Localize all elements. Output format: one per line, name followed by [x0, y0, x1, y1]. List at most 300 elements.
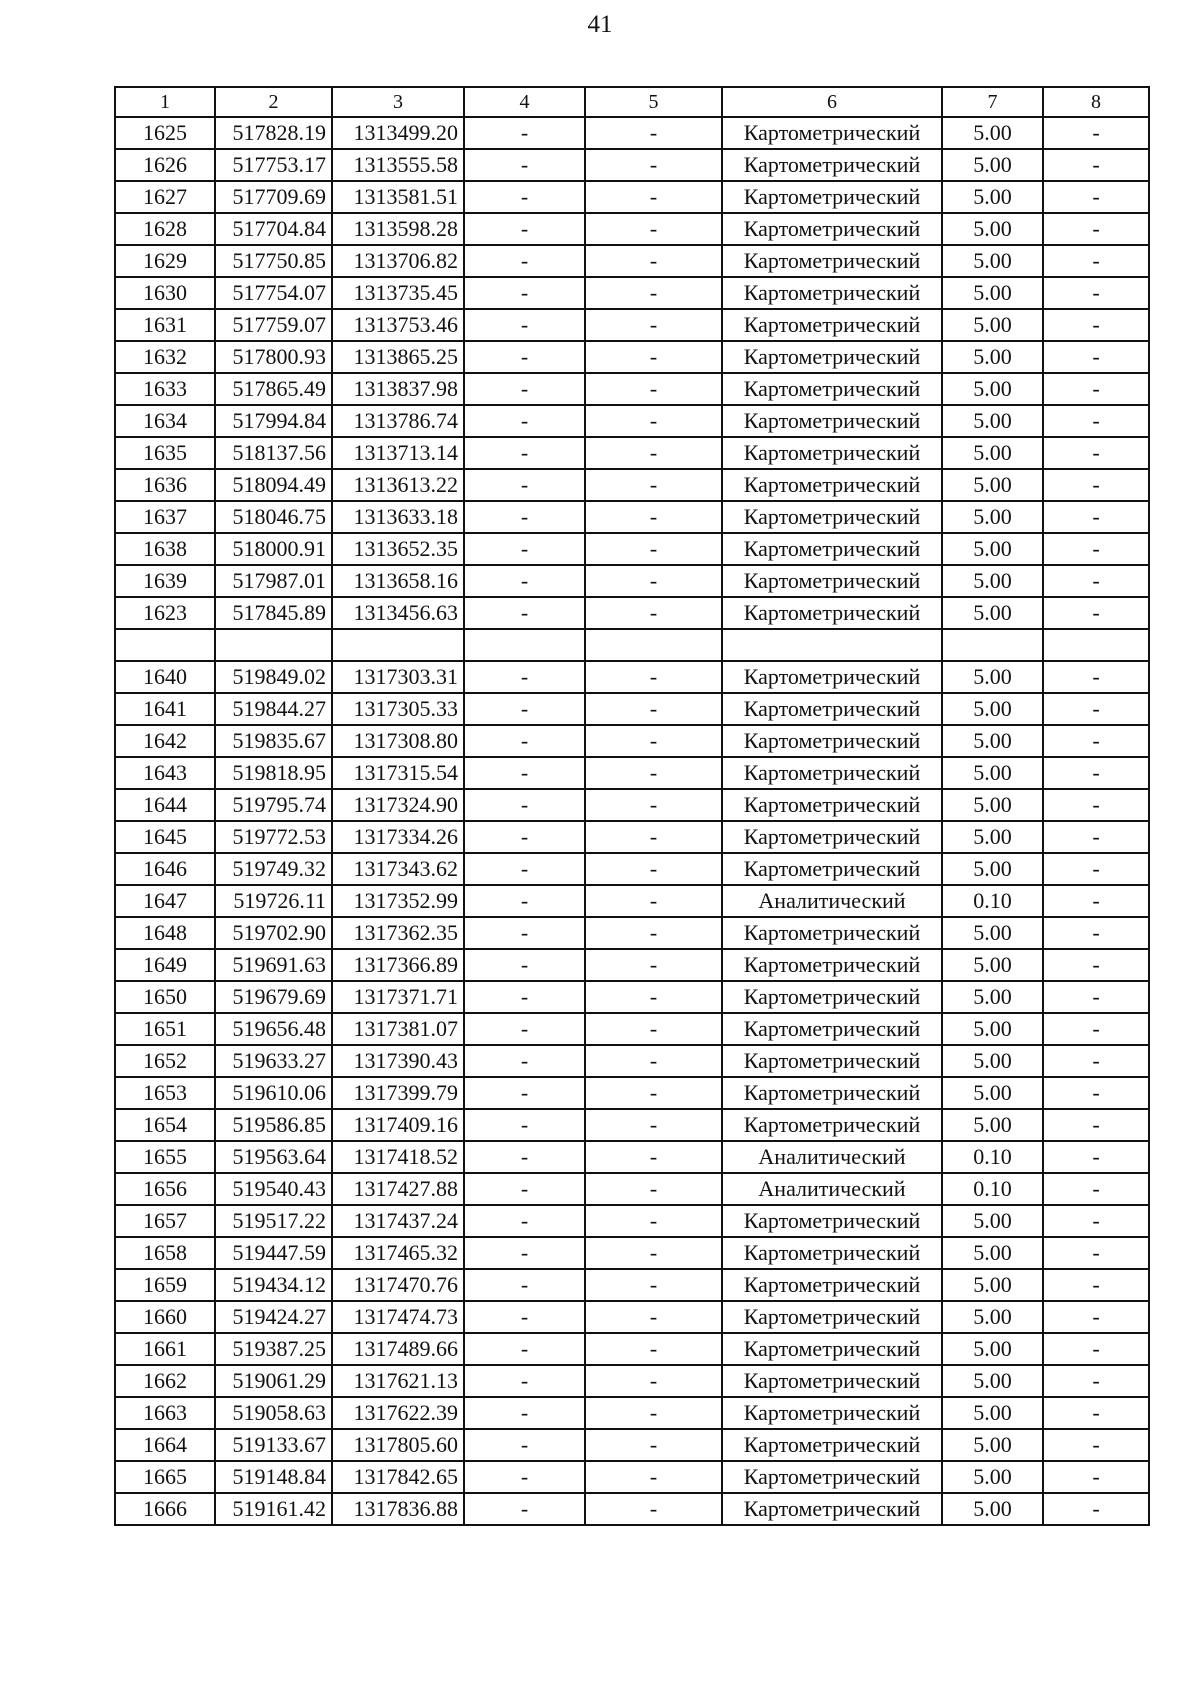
table-row	[115, 725, 1149, 757]
cell-col-8: -	[1043, 1173, 1149, 1205]
cell-col-8: -	[1043, 533, 1149, 565]
table-row	[115, 1397, 1149, 1429]
column-header-3: 3	[332, 87, 464, 117]
cell-coord-y: 1317315.54	[332, 757, 464, 789]
cell-col-4: -	[464, 661, 585, 693]
column-header-8: 8	[1043, 87, 1149, 117]
cell-col-5: -	[585, 981, 722, 1013]
cell-accuracy: 5.00	[942, 437, 1043, 469]
cell-accuracy: 5.00	[942, 565, 1043, 597]
cell-col-8: -	[1043, 1013, 1149, 1045]
cell-point-number: 1633	[115, 373, 215, 405]
cell-method: Картометрический	[722, 117, 942, 149]
cell-coord-y: 1317489.66	[332, 1333, 464, 1365]
table-row	[115, 821, 1149, 853]
cell-accuracy: 5.00	[942, 469, 1043, 501]
cell-accuracy: 5.00	[942, 757, 1043, 789]
cell-method: Картометрический	[722, 437, 942, 469]
cell-method: Картометрический	[722, 181, 942, 213]
cell-coord-y: 1317352.99	[332, 885, 464, 917]
cell-col-4: -	[464, 1365, 585, 1397]
table-row	[115, 469, 1149, 501]
cell-coord-x: 519656.48	[215, 1013, 332, 1045]
table-body	[115, 117, 1149, 1525]
cell-coord-x: 519610.06	[215, 1077, 332, 1109]
cell-col-8: -	[1043, 661, 1149, 693]
cell-coord-x: 517709.69	[215, 181, 332, 213]
cell-col-4: -	[464, 1397, 585, 1429]
cell-point-number: 1664	[115, 1429, 215, 1461]
cell-accuracy: 5.00	[942, 1397, 1043, 1429]
cell-method: Картометрический	[722, 1333, 942, 1365]
cell-method: Картометрический	[722, 533, 942, 565]
cell-col-5: -	[585, 405, 722, 437]
cell-coord-x: 518000.91	[215, 533, 332, 565]
cell-col-8: -	[1043, 1301, 1149, 1333]
table-row	[115, 981, 1149, 1013]
cell-accuracy: 5.00	[942, 1365, 1043, 1397]
cell-accuracy: 5.00	[942, 277, 1043, 309]
table-row	[115, 373, 1149, 405]
cell-point-number: 1634	[115, 405, 215, 437]
cell-point-number: 1632	[115, 341, 215, 373]
cell-accuracy: 5.00	[942, 373, 1043, 405]
cell-method: Картометрический	[722, 309, 942, 341]
cell-col-4: -	[464, 1429, 585, 1461]
cell-accuracy: 0.10	[942, 885, 1043, 917]
cell-point-number: 1650	[115, 981, 215, 1013]
cell-col-8: -	[1043, 917, 1149, 949]
cell-point-number: 1631	[115, 309, 215, 341]
table-row	[115, 917, 1149, 949]
cell-col-5: -	[585, 277, 722, 309]
table-row	[115, 789, 1149, 821]
cell-accuracy: 5.00	[942, 821, 1043, 853]
cell-col-5: -	[585, 885, 722, 917]
table-row	[115, 277, 1149, 309]
cell-point-number: 1645	[115, 821, 215, 853]
cell-coord-y: 1317305.33	[332, 693, 464, 725]
cell-col-5: -	[585, 501, 722, 533]
cell-point-number: 1663	[115, 1397, 215, 1429]
cell-col-4: -	[464, 181, 585, 213]
cell-coord-x: 519387.25	[215, 1333, 332, 1365]
cell-point-number: 1629	[115, 245, 215, 277]
cell-coord-x: 519061.29	[215, 1365, 332, 1397]
cell-col-4: -	[464, 1077, 585, 1109]
cell-coord-y: 1313735.45	[332, 277, 464, 309]
table-row	[115, 1077, 1149, 1109]
cell-method: Картометрический	[722, 1493, 942, 1525]
cell-coord-y: 1317399.79	[332, 1077, 464, 1109]
cell-col-8: -	[1043, 1077, 1149, 1109]
cell-col-5: -	[585, 1077, 722, 1109]
cell-method: Аналитический	[722, 1173, 942, 1205]
cell-col-5: -	[585, 1045, 722, 1077]
cell-coord-y: 1313456.63	[332, 597, 464, 629]
cell-col-4: -	[464, 469, 585, 501]
coordinates-table	[114, 86, 1150, 1526]
column-header-6: 6	[722, 87, 942, 117]
cell-col-4: -	[464, 213, 585, 245]
cell-method: Картометрический	[722, 949, 942, 981]
cell-coord-x: 519795.74	[215, 789, 332, 821]
cell-coord-y: 1317621.13	[332, 1365, 464, 1397]
cell-coord-y: 1317622.39	[332, 1397, 464, 1429]
cell-col-5: -	[585, 341, 722, 373]
cell-method: Картометрический	[722, 501, 942, 533]
cell-col-8: -	[1043, 757, 1149, 789]
cell-accuracy: 5.00	[942, 1301, 1043, 1333]
cell-point-number: 1623	[115, 597, 215, 629]
cell-method: Картометрический	[722, 597, 942, 629]
cell-coord-x: 519133.67	[215, 1429, 332, 1461]
column-header-1: 1	[115, 87, 215, 117]
cell-col-8: -	[1043, 1269, 1149, 1301]
cell-accuracy: 5.00	[942, 917, 1043, 949]
cell-coord-y: 1317409.16	[332, 1109, 464, 1141]
cell-coord-y: 1317390.43	[332, 1045, 464, 1077]
cell-col-8	[1043, 629, 1149, 661]
cell-coord-y: 1313865.25	[332, 341, 464, 373]
cell-col-4: -	[464, 1045, 585, 1077]
cell-col-4: -	[464, 1333, 585, 1365]
cell-method: Картометрический	[722, 149, 942, 181]
cell-col-5: -	[585, 1013, 722, 1045]
cell-col-4: -	[464, 949, 585, 981]
cell-coord-y: 1313786.74	[332, 405, 464, 437]
table-row	[115, 533, 1149, 565]
cell-col-5: -	[585, 181, 722, 213]
cell-method: Картометрический	[722, 661, 942, 693]
cell-col-8: -	[1043, 565, 1149, 597]
cell-col-4: -	[464, 117, 585, 149]
cell-accuracy: 5.00	[942, 1333, 1043, 1365]
cell-point-number: 1641	[115, 693, 215, 725]
cell-col-4: -	[464, 1301, 585, 1333]
cell-coord-y: 1313837.98	[332, 373, 464, 405]
cell-col-4: -	[464, 437, 585, 469]
cell-col-8: -	[1043, 437, 1149, 469]
table-row	[115, 1141, 1149, 1173]
cell-accuracy: 5.00	[942, 1109, 1043, 1141]
cell-coord-x: 519849.02	[215, 661, 332, 693]
cell-accuracy: 0.10	[942, 1141, 1043, 1173]
cell-accuracy: 5.00	[942, 981, 1043, 1013]
table-row	[115, 1301, 1149, 1333]
cell-col-4: -	[464, 533, 585, 565]
cell-point-number: 1642	[115, 725, 215, 757]
cell-accuracy: 5.00	[942, 405, 1043, 437]
cell-coord-x: 519835.67	[215, 725, 332, 757]
cell-accuracy: 5.00	[942, 1013, 1043, 1045]
cell-method: Картометрический	[722, 1045, 942, 1077]
cell-coord-y: 1313652.35	[332, 533, 464, 565]
cell-point-number: 1644	[115, 789, 215, 821]
cell-col-8: -	[1043, 405, 1149, 437]
cell-col-4: -	[464, 341, 585, 373]
cell-method: Картометрический	[722, 1429, 942, 1461]
cell-col-8: -	[1043, 1461, 1149, 1493]
cell-accuracy: 5.00	[942, 725, 1043, 757]
column-header-2: 2	[215, 87, 332, 117]
cell-point-number: 1628	[115, 213, 215, 245]
table-row	[115, 629, 1149, 661]
cell-coord-x: 519749.32	[215, 853, 332, 885]
cell-col-8: -	[1043, 1109, 1149, 1141]
cell-point-number: 1625	[115, 117, 215, 149]
cell-point-number: 1653	[115, 1077, 215, 1109]
cell-coord-x: 518046.75	[215, 501, 332, 533]
cell-coord-x: 519633.27	[215, 1045, 332, 1077]
cell-col-8: -	[1043, 1493, 1149, 1525]
cell-col-4: -	[464, 565, 585, 597]
cell-point-number: 1662	[115, 1365, 215, 1397]
cell-accuracy: 5.00	[942, 533, 1043, 565]
cell-col-5: -	[585, 917, 722, 949]
cell-coord-y	[332, 629, 464, 661]
cell-col-8: -	[1043, 853, 1149, 885]
cell-coord-x: 517759.07	[215, 309, 332, 341]
cell-method: Картометрический	[722, 469, 942, 501]
cell-method: Аналитический	[722, 1141, 942, 1173]
cell-col-4: -	[464, 373, 585, 405]
cell-accuracy: 5.00	[942, 1493, 1043, 1525]
table-row	[115, 1429, 1149, 1461]
cell-col-5: -	[585, 469, 722, 501]
cell-method: Картометрический	[722, 1237, 942, 1269]
cell-method: Картометрический	[722, 1205, 942, 1237]
cell-coord-x: 518094.49	[215, 469, 332, 501]
cell-coord-y: 1313581.51	[332, 181, 464, 213]
cell-coord-y: 1317366.89	[332, 949, 464, 981]
cell-col-4: -	[464, 917, 585, 949]
cell-coord-x: 519772.53	[215, 821, 332, 853]
table-row	[115, 565, 1149, 597]
cell-method: Картометрический	[722, 213, 942, 245]
cell-accuracy	[942, 629, 1043, 661]
column-header-5: 5	[585, 87, 722, 117]
cell-coord-x: 519058.63	[215, 1397, 332, 1429]
cell-col-8: -	[1043, 1365, 1149, 1397]
cell-coord-x: 519148.84	[215, 1461, 332, 1493]
cell-coord-y: 1317836.88	[332, 1493, 464, 1525]
cell-method: Картометрический	[722, 373, 942, 405]
table-row	[115, 501, 1149, 533]
cell-accuracy: 5.00	[942, 213, 1043, 245]
cell-col-8: -	[1043, 373, 1149, 405]
cell-accuracy: 5.00	[942, 853, 1043, 885]
column-header-7: 7	[942, 87, 1043, 117]
cell-point-number: 1649	[115, 949, 215, 981]
cell-col-4: -	[464, 1109, 585, 1141]
cell-method: Картометрический	[722, 789, 942, 821]
table-row	[115, 1461, 1149, 1493]
cell-coord-x	[215, 629, 332, 661]
cell-coord-y: 1313706.82	[332, 245, 464, 277]
table-row	[115, 181, 1149, 213]
table-row	[115, 1173, 1149, 1205]
cell-col-4	[464, 629, 585, 661]
cell-coord-x: 519702.90	[215, 917, 332, 949]
cell-col-5: -	[585, 1269, 722, 1301]
cell-method: Картометрический	[722, 693, 942, 725]
cell-point-number: 1638	[115, 533, 215, 565]
cell-method: Картометрический	[722, 821, 942, 853]
cell-coord-x: 517800.93	[215, 341, 332, 373]
cell-method: Картометрический	[722, 341, 942, 373]
cell-col-8: -	[1043, 469, 1149, 501]
cell-col-4: -	[464, 277, 585, 309]
cell-accuracy: 5.00	[942, 597, 1043, 629]
cell-coord-y: 1317362.35	[332, 917, 464, 949]
cell-accuracy: 5.00	[942, 1045, 1043, 1077]
cell-col-4: -	[464, 1173, 585, 1205]
cell-col-5: -	[585, 309, 722, 341]
cell-col-5: -	[585, 853, 722, 885]
cell-col-4: -	[464, 725, 585, 757]
cell-col-8: -	[1043, 1333, 1149, 1365]
cell-accuracy: 5.00	[942, 245, 1043, 277]
cell-method: Картометрический	[722, 1301, 942, 1333]
cell-col-5: -	[585, 1429, 722, 1461]
cell-col-5: -	[585, 1301, 722, 1333]
cell-col-4: -	[464, 405, 585, 437]
cell-col-4: -	[464, 1237, 585, 1269]
cell-col-8: -	[1043, 181, 1149, 213]
cell-method: Картометрический	[722, 1269, 942, 1301]
cell-method: Картометрический	[722, 917, 942, 949]
cell-point-number: 1646	[115, 853, 215, 885]
cell-coord-x: 519726.11	[215, 885, 332, 917]
cell-col-8: -	[1043, 1205, 1149, 1237]
cell-point-number: 1665	[115, 1461, 215, 1493]
cell-coord-y: 1317371.71	[332, 981, 464, 1013]
cell-col-5: -	[585, 757, 722, 789]
table-row	[115, 1205, 1149, 1237]
table-row	[115, 757, 1149, 789]
cell-point-number: 1652	[115, 1045, 215, 1077]
cell-coord-x: 519424.27	[215, 1301, 332, 1333]
cell-col-4: -	[464, 1269, 585, 1301]
cell-col-5: -	[585, 245, 722, 277]
cell-coord-y: 1313753.46	[332, 309, 464, 341]
cell-method: Картометрический	[722, 1013, 942, 1045]
column-header-4: 4	[464, 87, 585, 117]
cell-method: Картометрический	[722, 853, 942, 885]
cell-method: Картометрический	[722, 725, 942, 757]
cell-col-8: -	[1043, 693, 1149, 725]
cell-coord-x: 519540.43	[215, 1173, 332, 1205]
cell-col-5: -	[585, 661, 722, 693]
cell-col-5: -	[585, 821, 722, 853]
cell-point-number: 1660	[115, 1301, 215, 1333]
cell-coord-y: 1317437.24	[332, 1205, 464, 1237]
cell-point-number: 1627	[115, 181, 215, 213]
table-row	[115, 213, 1149, 245]
cell-coord-y: 1317334.26	[332, 821, 464, 853]
cell-coord-x: 519434.12	[215, 1269, 332, 1301]
table-row	[115, 309, 1149, 341]
cell-col-8: -	[1043, 309, 1149, 341]
cell-coord-y: 1317842.65	[332, 1461, 464, 1493]
cell-method: Картометрический	[722, 1109, 942, 1141]
cell-accuracy: 5.00	[942, 501, 1043, 533]
cell-col-5: -	[585, 597, 722, 629]
cell-col-4: -	[464, 501, 585, 533]
cell-coord-y: 1313555.58	[332, 149, 464, 181]
table-row	[115, 1109, 1149, 1141]
cell-col-8: -	[1043, 117, 1149, 149]
cell-coord-y: 1313633.18	[332, 501, 464, 533]
cell-col-8: -	[1043, 501, 1149, 533]
cell-col-4: -	[464, 853, 585, 885]
cell-col-4: -	[464, 981, 585, 1013]
table-row	[115, 1237, 1149, 1269]
cell-accuracy: 5.00	[942, 949, 1043, 981]
cell-col-5: -	[585, 533, 722, 565]
cell-accuracy: 5.00	[942, 693, 1043, 725]
cell-coord-x: 517865.49	[215, 373, 332, 405]
cell-accuracy: 5.00	[942, 661, 1043, 693]
table-row	[115, 149, 1149, 181]
cell-col-4: -	[464, 789, 585, 821]
cell-col-4: -	[464, 149, 585, 181]
cell-col-4: -	[464, 1493, 585, 1525]
cell-col-5: -	[585, 373, 722, 405]
cell-method: Картометрический	[722, 1077, 942, 1109]
cell-coord-x: 517750.85	[215, 245, 332, 277]
cell-point-number: 1658	[115, 1237, 215, 1269]
table-row	[115, 1365, 1149, 1397]
cell-point-number: 1657	[115, 1205, 215, 1237]
cell-col-8: -	[1043, 981, 1149, 1013]
cell-col-5: -	[585, 1365, 722, 1397]
cell-point-number	[115, 629, 215, 661]
cell-coord-x: 517754.07	[215, 277, 332, 309]
cell-col-4: -	[464, 309, 585, 341]
cell-coord-y: 1313713.14	[332, 437, 464, 469]
cell-accuracy: 5.00	[942, 1461, 1043, 1493]
cell-col-8: -	[1043, 885, 1149, 917]
cell-col-8: -	[1043, 1397, 1149, 1429]
cell-coord-x: 519447.59	[215, 1237, 332, 1269]
cell-col-5: -	[585, 437, 722, 469]
cell-point-number: 1659	[115, 1269, 215, 1301]
cell-method: Картометрический	[722, 405, 942, 437]
cell-coord-x: 519818.95	[215, 757, 332, 789]
cell-coord-y: 1317308.80	[332, 725, 464, 757]
cell-coord-x: 519844.27	[215, 693, 332, 725]
cell-coord-x: 517828.19	[215, 117, 332, 149]
cell-col-5: -	[585, 565, 722, 597]
cell-method: Картометрический	[722, 757, 942, 789]
cell-accuracy: 5.00	[942, 1237, 1043, 1269]
cell-coord-y: 1317470.76	[332, 1269, 464, 1301]
cell-col-8: -	[1043, 1429, 1149, 1461]
cell-coord-x: 517704.84	[215, 213, 332, 245]
table-row	[115, 597, 1149, 629]
cell-coord-y: 1317303.31	[332, 661, 464, 693]
cell-point-number: 1639	[115, 565, 215, 597]
cell-col-4: -	[464, 1141, 585, 1173]
cell-point-number: 1643	[115, 757, 215, 789]
cell-coord-y: 1317474.73	[332, 1301, 464, 1333]
cell-col-4: -	[464, 245, 585, 277]
cell-col-4: -	[464, 885, 585, 917]
cell-col-4: -	[464, 597, 585, 629]
cell-col-5: -	[585, 1397, 722, 1429]
